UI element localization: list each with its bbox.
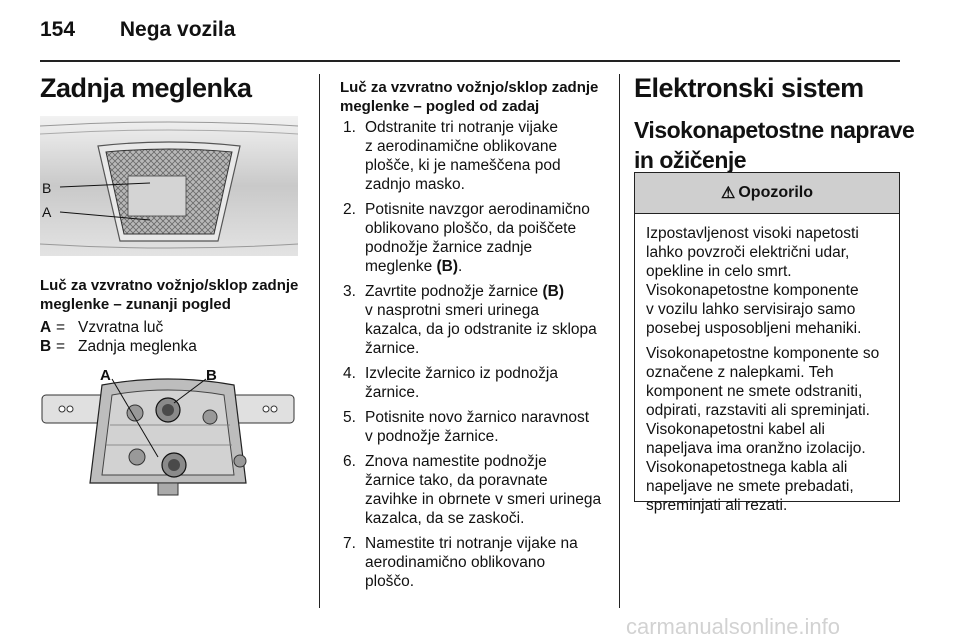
warning-header: ⚠ Opozorilo (635, 173, 899, 214)
figure-rear-view (40, 365, 296, 505)
label-a: A (100, 367, 111, 384)
watermark: carmanualsonline.info (626, 614, 841, 639)
figure-exterior-view (40, 116, 298, 256)
step-item: 5. Potisnite novo žarnico naravnost v podnožje žarnice. (343, 409, 590, 445)
warning-paragraph: Izpostavljenost visoki napetosti lahko povzroči električni udar, opekline in celo smrt. Visokonapetostne komponente v vozilu lahko servisirajo samo posebej usposobljeni mehaniki. (646, 225, 862, 337)
label-b: B (42, 180, 52, 196)
subheading-visokonapetostne: Visokonapetostne naprave in ožičenje (634, 117, 915, 173)
warning-body (635, 214, 899, 515)
warning-box (634, 172, 900, 514)
step-item: 2. Potisnite navzgor aerodinamično oblikovano ploščo, da poiščete podnožje žarnice zadnje meglenke (B). (343, 201, 590, 275)
legend-row: A = Vzvratna luč (40, 319, 164, 336)
header-rule (40, 60, 900, 62)
step-item: 6. Znova namestite podnožje žarnice tako, da poravnate zavihke in obrnete v smeri urinega kazalca, da se zaskoči. (343, 453, 602, 527)
heading-elektronski-sistem: Elektronski sistem (634, 73, 864, 103)
step-item: 3. Zavrtite podnožje žarnice (B) v nasprotni smeri urinega kazalca, da jo odstranite iz sklopa žarnice. (343, 283, 597, 357)
warning-triangle-icon: ⚠ (721, 185, 736, 202)
warning-paragraph: Visokonapetostne komponente so označene z nalepkami. Teh komponent ne smete odstraniti, odpirati, razstaviti ali spreminjati. Visokonapetostni kabel ali napeljava ima oranžno izolacijo. Visokonapetostnega kabla ali napeljave ne smete prebadati, spreminjati ali rezati. (646, 345, 880, 514)
instruction-steps (343, 118, 605, 597)
page-number: 154 (40, 18, 76, 41)
label-b: B (206, 367, 217, 384)
step-item: 7. Namestite tri notranje vijake na aerodinamično oblikovano ploščo. (343, 535, 578, 590)
figure-legend (40, 318, 197, 356)
step-item: 4. Izvlecite žarnico iz podnožja žarnice. (343, 365, 558, 401)
column-divider-left (319, 74, 320, 608)
legend-row: B = Zadnja meglenka (40, 338, 197, 355)
step-item: 1. Odstranite tri notranje vijake z aerodinamične oblikovane plošče, ki je nameščena pod zadnjo masko. (343, 119, 561, 193)
section-title: Nega vozila (119, 18, 236, 41)
heading-zadnja-meglenka: Zadnja meglenka (40, 73, 252, 103)
page-header (40, 18, 235, 42)
caption-exterior: Luč za vzvratno vožnjo/sklop zadnje meglenke – zunanji pogled (40, 277, 299, 313)
column-divider-right (619, 74, 620, 608)
caption-rear: Luč za vzvratno vožnjo/sklop zadnje meglenke – pogled od zadaj (340, 79, 599, 115)
label-a: A (42, 204, 52, 220)
